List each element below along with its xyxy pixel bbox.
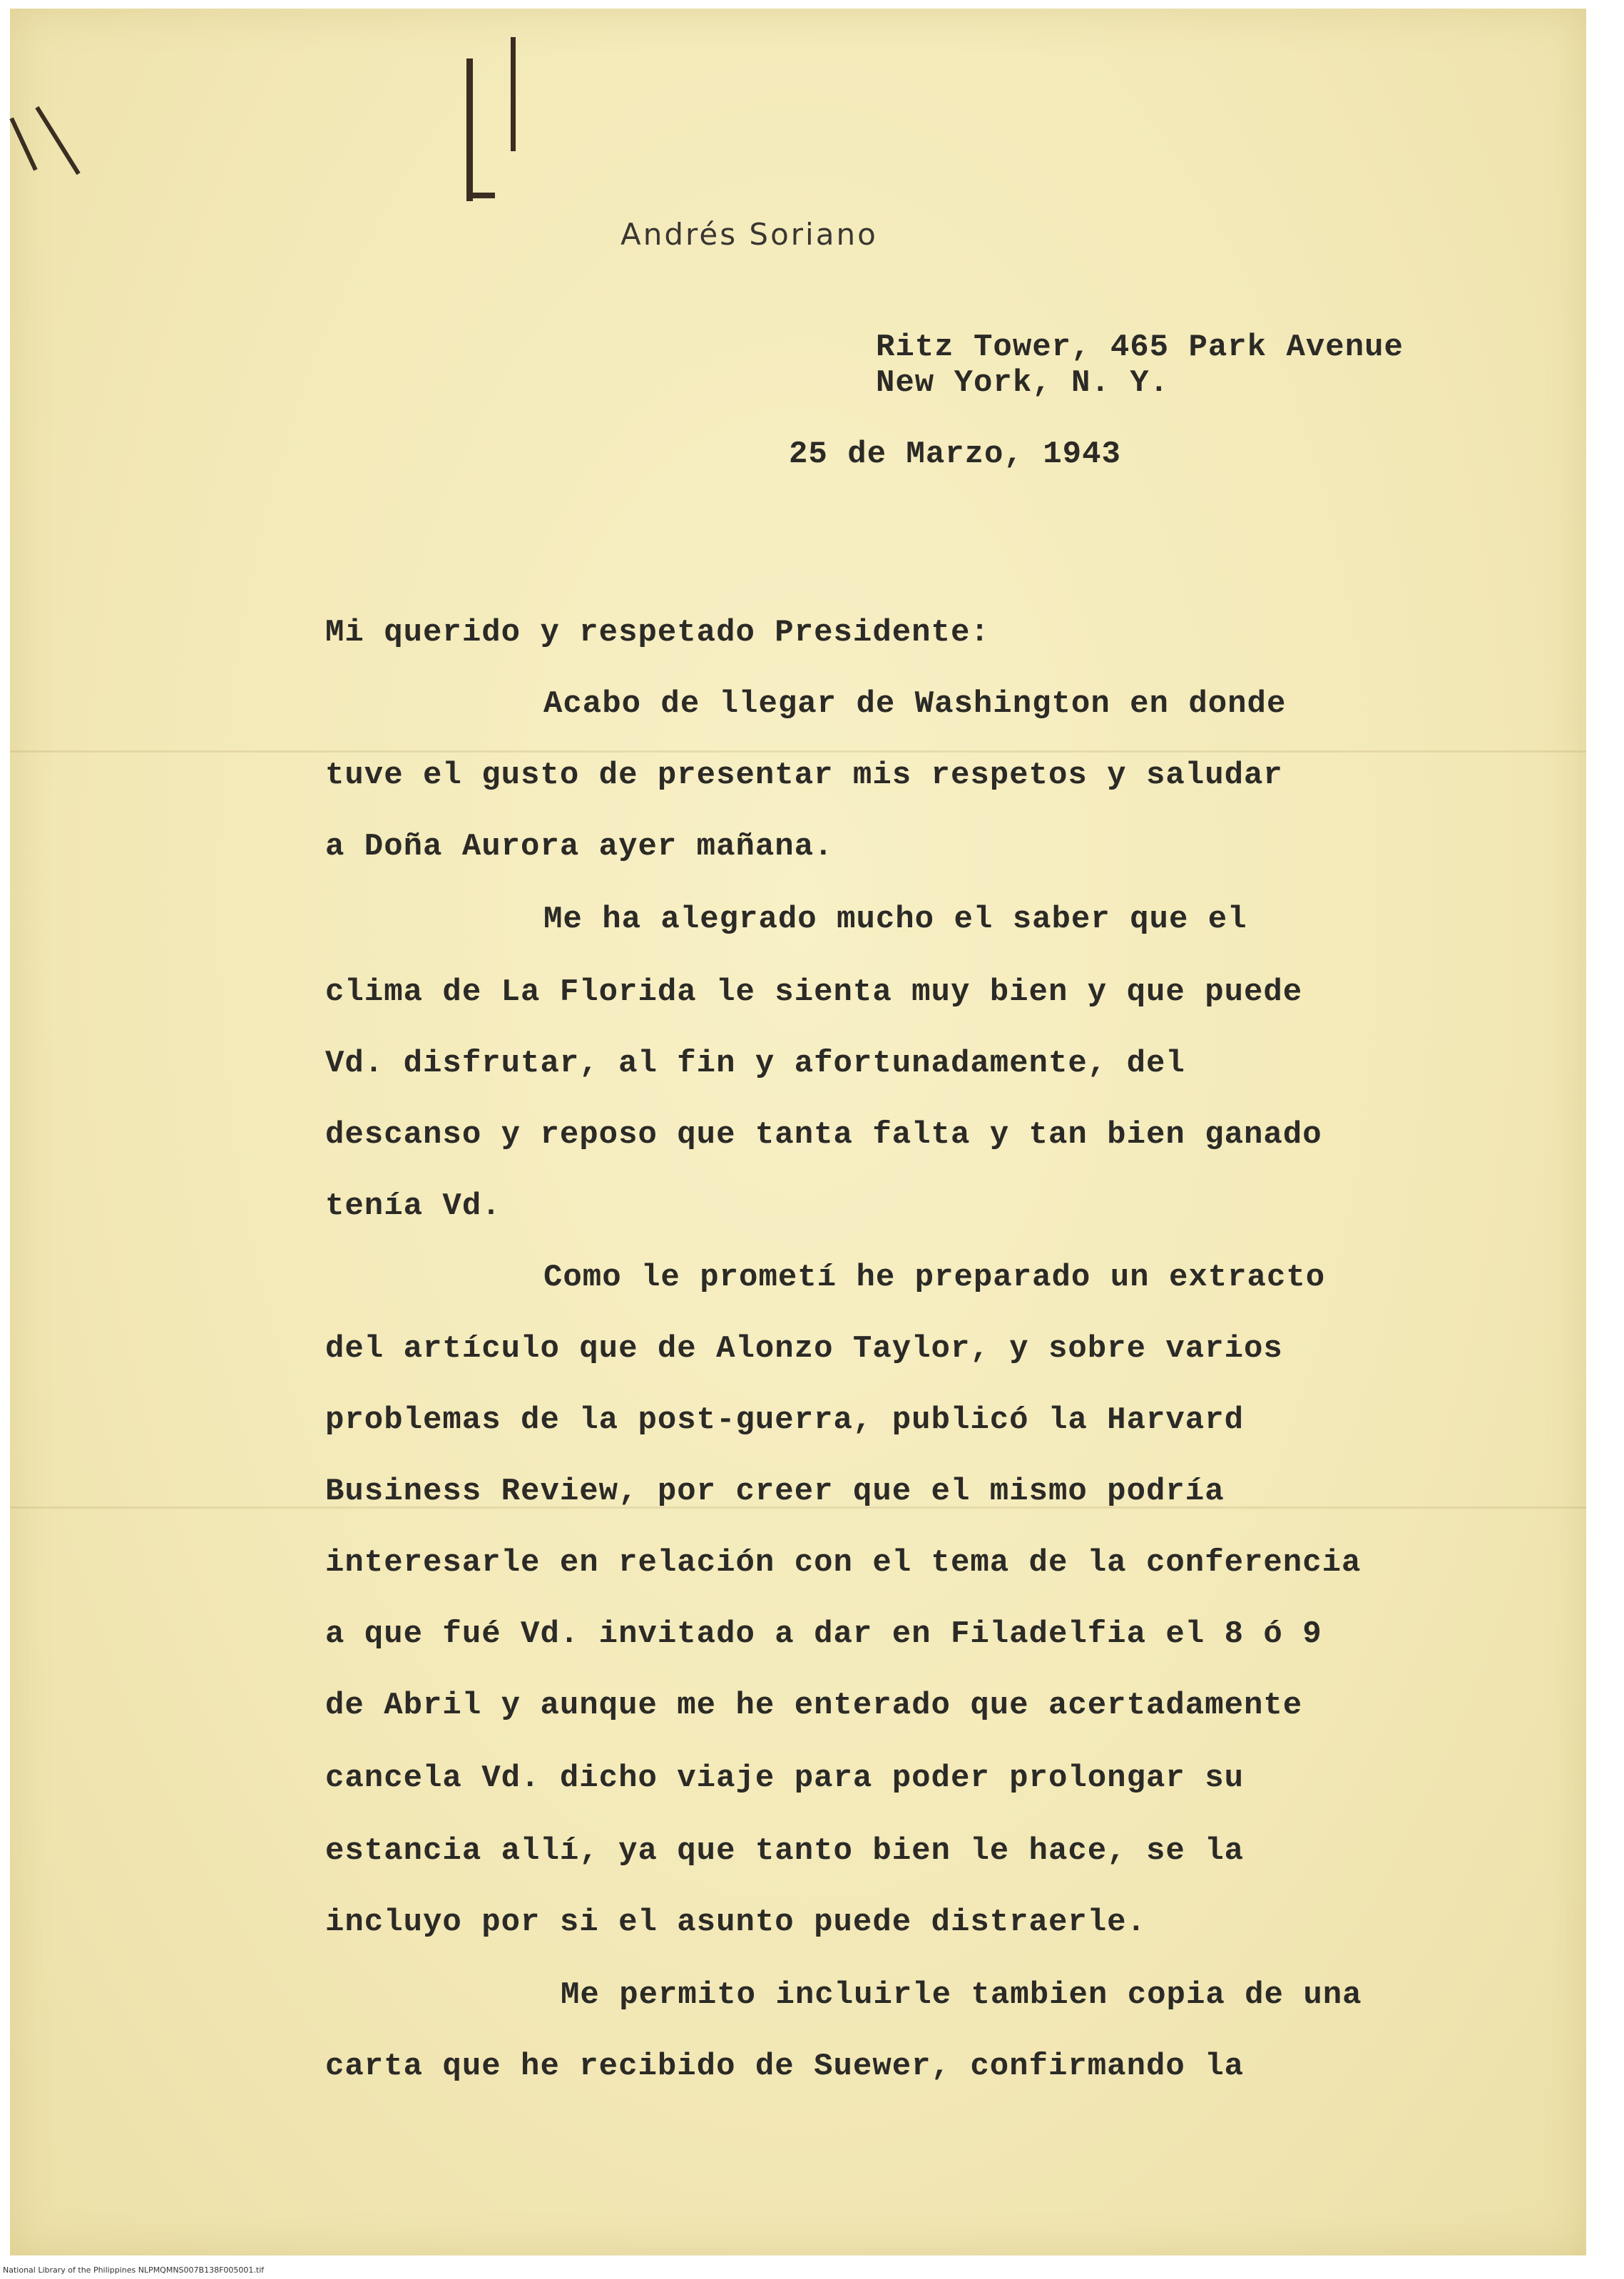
paper-fold-line xyxy=(10,750,1586,753)
body-line: incluyo por si el asunto puede distraerle. xyxy=(325,1905,1146,1940)
body-line: interesarle en relación con el tema de la conferencia xyxy=(325,1545,1362,1581)
ink-mark xyxy=(466,58,473,201)
body-line: problemas de la post-guerra, publicó la Harvard xyxy=(325,1402,1245,1438)
body-line: a Doña Aurora ayer mañana. xyxy=(325,829,834,865)
body-line: Como le prometí he preparado un extracto xyxy=(543,1260,1326,1295)
ink-mark xyxy=(511,37,516,151)
body-line: carta que he recibido de Suewer, confirmando la xyxy=(325,2049,1245,2084)
body-line: estancia allí, ya que tanto bien le hace, se la xyxy=(325,1833,1245,1869)
letterhead: Andrés Soriano xyxy=(621,217,878,252)
body-line: a que fué Vd. invitado a dar en Filadelfia el 8 ó 9 xyxy=(325,1616,1322,1652)
body-line: Business Review, por creer que el mismo podría xyxy=(325,1474,1225,1509)
body-line: de Abril y aunque me he enterado que acertadamente xyxy=(325,1688,1303,1723)
body-line: cancela Vd. dicho viaje para poder prolongar su xyxy=(325,1760,1245,1796)
body-line: descanso y reposo que tanta falta y tan bien ganado xyxy=(325,1117,1322,1153)
body-line: Vd. disfrutar, al fin y afortunadamente, del xyxy=(325,1046,1185,1081)
scan-caption: National Library of the Philippines NLPMQMNS007B138F005001.tif xyxy=(3,2265,265,2275)
body-line: del artículo que de Alonzo Taylor, y sobre varios xyxy=(325,1331,1283,1367)
ink-mark xyxy=(9,117,37,170)
body-line: Me ha alegrado mucho el saber que el xyxy=(543,902,1247,937)
body-line: clima de La Florida le sienta muy bien y que puede xyxy=(325,974,1303,1010)
ink-mark xyxy=(466,193,495,198)
address-line: New York, N. Y. xyxy=(876,365,1170,401)
body-line: Me permito incluirle tambien copia de una xyxy=(561,1977,1362,2013)
letter-date: 25 de Marzo, 1943 xyxy=(789,437,1121,472)
body-line: tenía Vd. xyxy=(325,1188,501,1224)
body-line: tuve el gusto de presentar mis respetos y saludar xyxy=(325,758,1283,793)
body-line: Acabo de llegar de Washington en donde xyxy=(543,686,1287,722)
address-line: Ritz Tower, 465 Park Avenue xyxy=(876,330,1404,365)
ink-mark xyxy=(35,106,80,175)
salutation: Mi querido y respetado Presidente: xyxy=(325,615,990,651)
